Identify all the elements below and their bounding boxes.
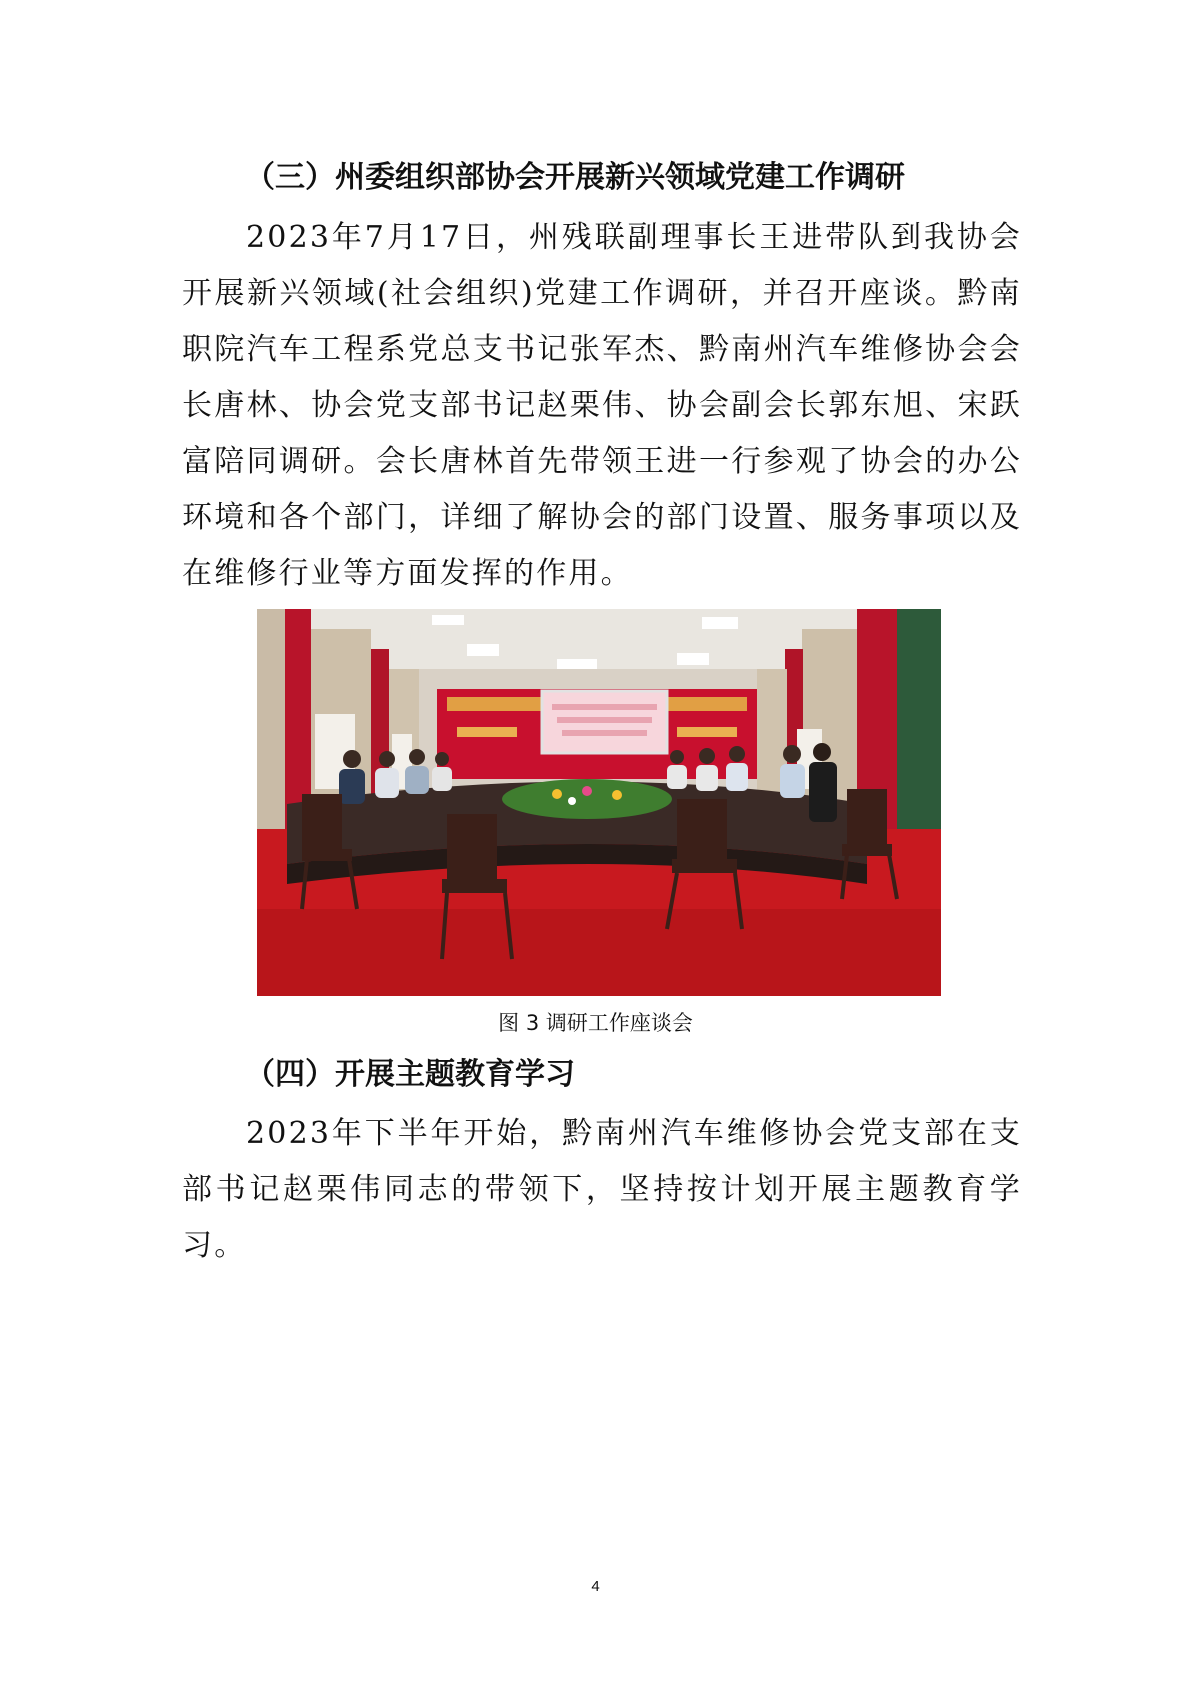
section-4-paragraph: 2023年下半年开始，黔南州汽车维修协会党支部在支部书记赵栗伟同志的带领下，坚持按计划开展主题教育学习。 [182, 1116, 1022, 1263]
meeting-photo [257, 609, 941, 996]
section-3-paragraph: 2023年7月17日，州残联副理事长王进带队到我协会开展新兴领域(社会组织)党建工作调研，并召开座谈。黔南职院汽车工程系党总支书记张军杰、黔南州汽车维修协会会长唐林、协会党支部书记赵栗伟、协会副会长郭东旭、宋跃富陪同调研。会长唐林首先带领王进一行参观了协会的办公环境和各个部门，详细了解协会的部门设置、服务事项以及在维修行业等方面发挥的作用。 [182, 220, 1022, 591]
section-3-heading: （三）州委组织部协会开展新兴领域党建工作调研 [245, 160, 905, 195]
page-number: 4 [591, 1578, 600, 1595]
figure-caption: 图 3 调研工作座谈会 [498, 1011, 693, 1035]
section-4-heading: （四）开展主题教育学习 [245, 1057, 575, 1092]
